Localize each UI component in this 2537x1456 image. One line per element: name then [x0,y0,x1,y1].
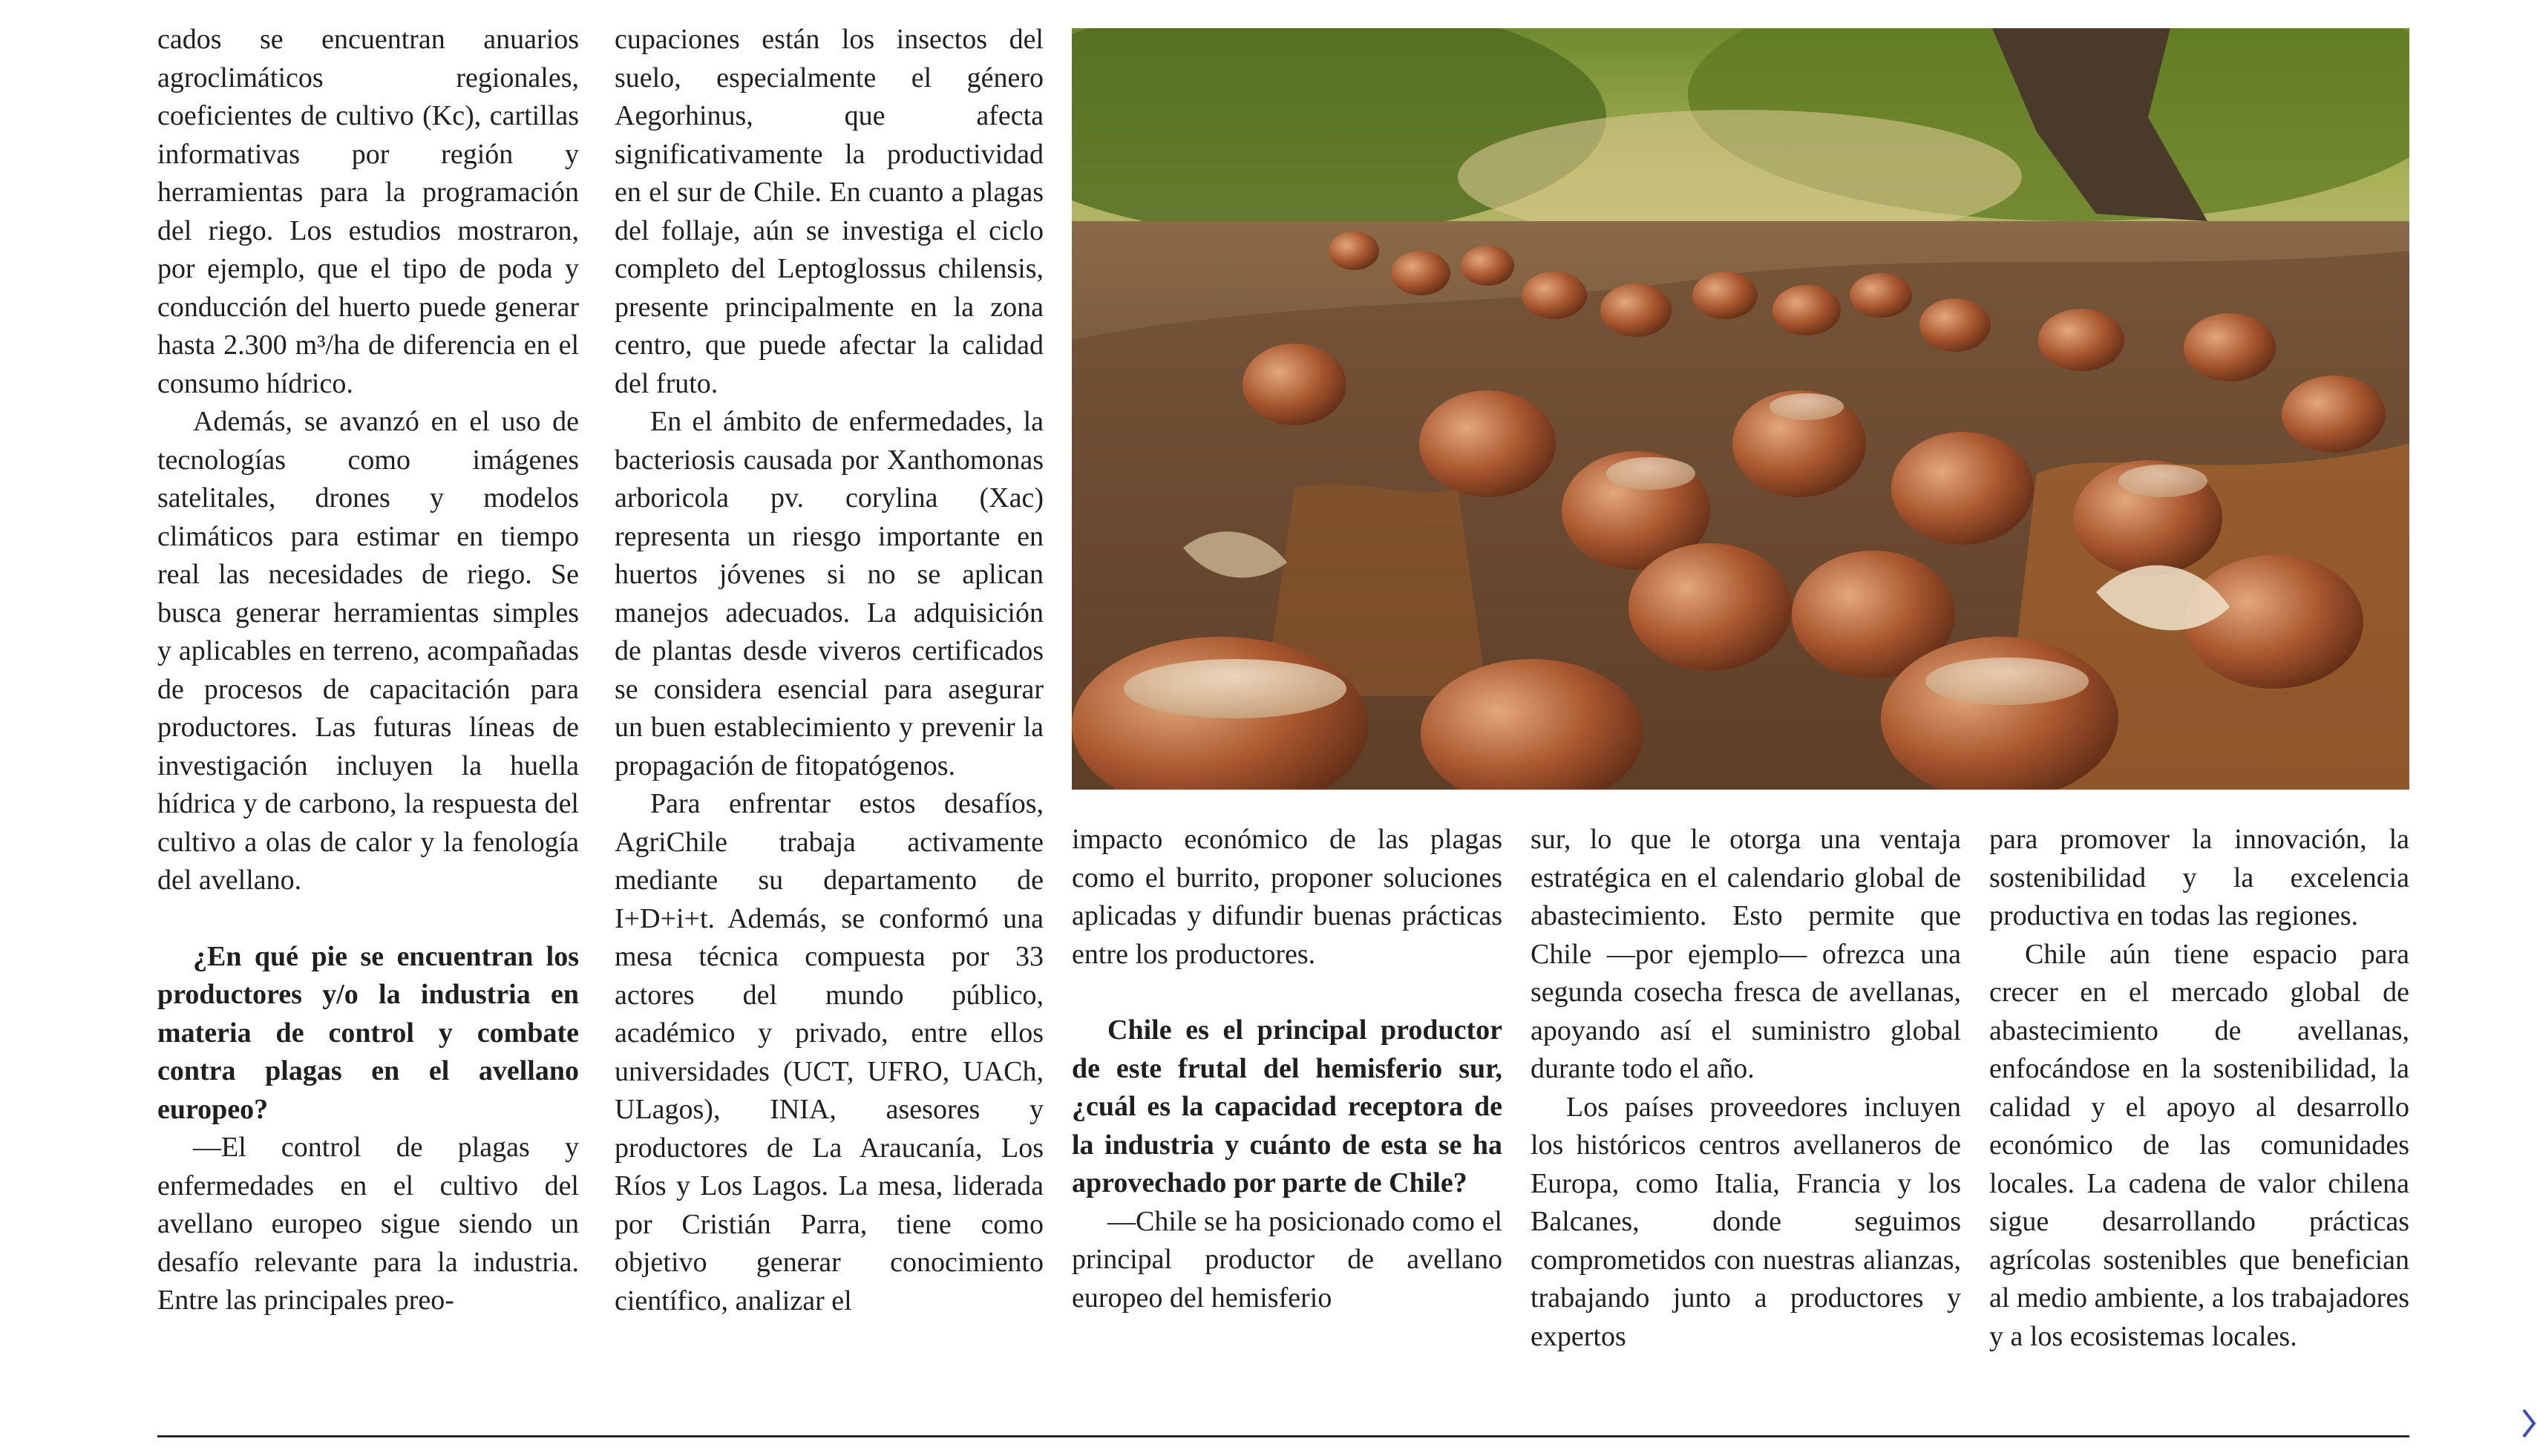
footer-rule [157,1435,2409,1437]
paragraph: —Chile se ha posicionado como el principal productor de avellano europeo del hemisferio [1072,1205,1502,1314]
article-column-4 [1531,821,1961,1356]
paragraph: Los países proveedores incluyen los históricos centros avellaneros de Europa, como Italia, Francia y los Balcanes, donde seguimos comprometidos con nuestras alianzas, trabajando junto a productores y expertos [1531,1091,1961,1352]
article-column-2 [615,21,1044,1320]
hazelnut-orchard-photo [1072,28,2409,790]
paragraph: En el ámbito de enfermedades, la bacteriosis causada por Xanthomonas arboricola pv. corylina (Xac) representa un riesgo importante en huertos jóvenes si no se aplican manejos adecuados. La adquisición de plantas desde viveros certificados se considera esencial para asegurar un buen establecimiento y prevenir la propagación de fitopatógenos. [615,406,1044,781]
interview-question: ¿En qué pie se encuentran los productores y/o la industria en materia de control y combate contra plagas en el avellano europeo? [157,940,579,1125]
paragraph: para promover la innovación, la sostenibilidad y la excelencia productiva en todas las regiones. [1989,824,2409,931]
paragraph: cados se encuentran anuarios agroclimáticos regionales, coeficientes de cultivo (Kc), cartillas informativas por región y herramientas para la programación del riego. Los estudios mostraron, por ejemplo, que el tipo de poda y conducción del huerto puede generar hasta 2.300 m³/ha de diferencia en el consumo hídrico. [157,24,579,399]
interview-question: Chile es el principal productor de este frutal del hemisferio sur, ¿cuál es la capacidad receptora de la industria y cuánto de esta se ha aprovechado por parte de Chile? [1072,1014,1502,1198]
article-column-5 [1989,821,2409,1356]
photo-illustration [1072,28,2409,790]
paragraph: —El control de plagas y enfermedades en el cultivo del avellano europeo sigue siendo un desafío relevante para la industria. Entre las principales preo- [157,1132,579,1316]
article-column-1 [157,21,579,1320]
paragraph: Para enfrentar estos desafíos, AgriChile trabaja activamente mediante su departamento de I+D+i+t. Además, se conformó una mesa técnica compuesta por 33 actores del mundo público, académico y privado, entre ellos universidades (UCT, UFRO, UACh, ULagos), INIA, asesores y productores de La Araucanía, Los Ríos y Los Lagos. La mesa, liderada por Cristián Parra, tiene como objetivo generar conocimiento científico, analizar el [615,788,1044,1316]
paragraph: impacto económico de las plagas como el burrito, proponer soluciones aplicadas y difundir buenas prácticas entre los productores. [1072,824,1502,970]
paragraph: sur, lo que le otorga una ventaja estratégica en el calendario global de abastecimiento. Esto permite que Chile —por ejemplo— ofrezca una segunda cosecha fresca de avellanas, apoyando así el suministro global durante todo el año. [1531,824,1961,1084]
paragraph: cupaciones están los insectos del suelo, especialmente el género Aegorhinus, que afecta significativamente la productividad en el sur de Chile. En cuanto a plagas del follaje, aún se investiga el ciclo completo del Leptoglossus chilensis, presente principalmente en la zona centro, que puede afectar la calidad del fruto. [615,24,1044,399]
paragraph: Además, se avanzó en el uso de tecnologías como imágenes satelitales, drones y modelos climáticos para estimar en tiempo real las necesidades de riego. Se busca generar herramientas simples y aplicables en terreno, acompañadas de procesos de capacitación para productores. Las futuras líneas de investigación incluyen la huella hídrica y de carbono, la respuesta del cultivo a olas de calor y la fenología del avellano. [157,406,579,896]
chevron-right-icon[interactable] [2521,1407,2537,1440]
paragraph: Chile aún tiene espacio para crecer en el mercado global de abastecimiento de avellanas, enfocándose en la sostenibilidad, la calidad y el apoyo al desarrollo económico de las comunidades locales. La cadena de valor chilena sigue desarrollando prácticas agrícolas sostenibles que benefician al medio ambiente, a los trabajadores y a los ecosistemas locales. [1989,938,2409,1352]
article-column-3 [1072,821,1502,1317]
